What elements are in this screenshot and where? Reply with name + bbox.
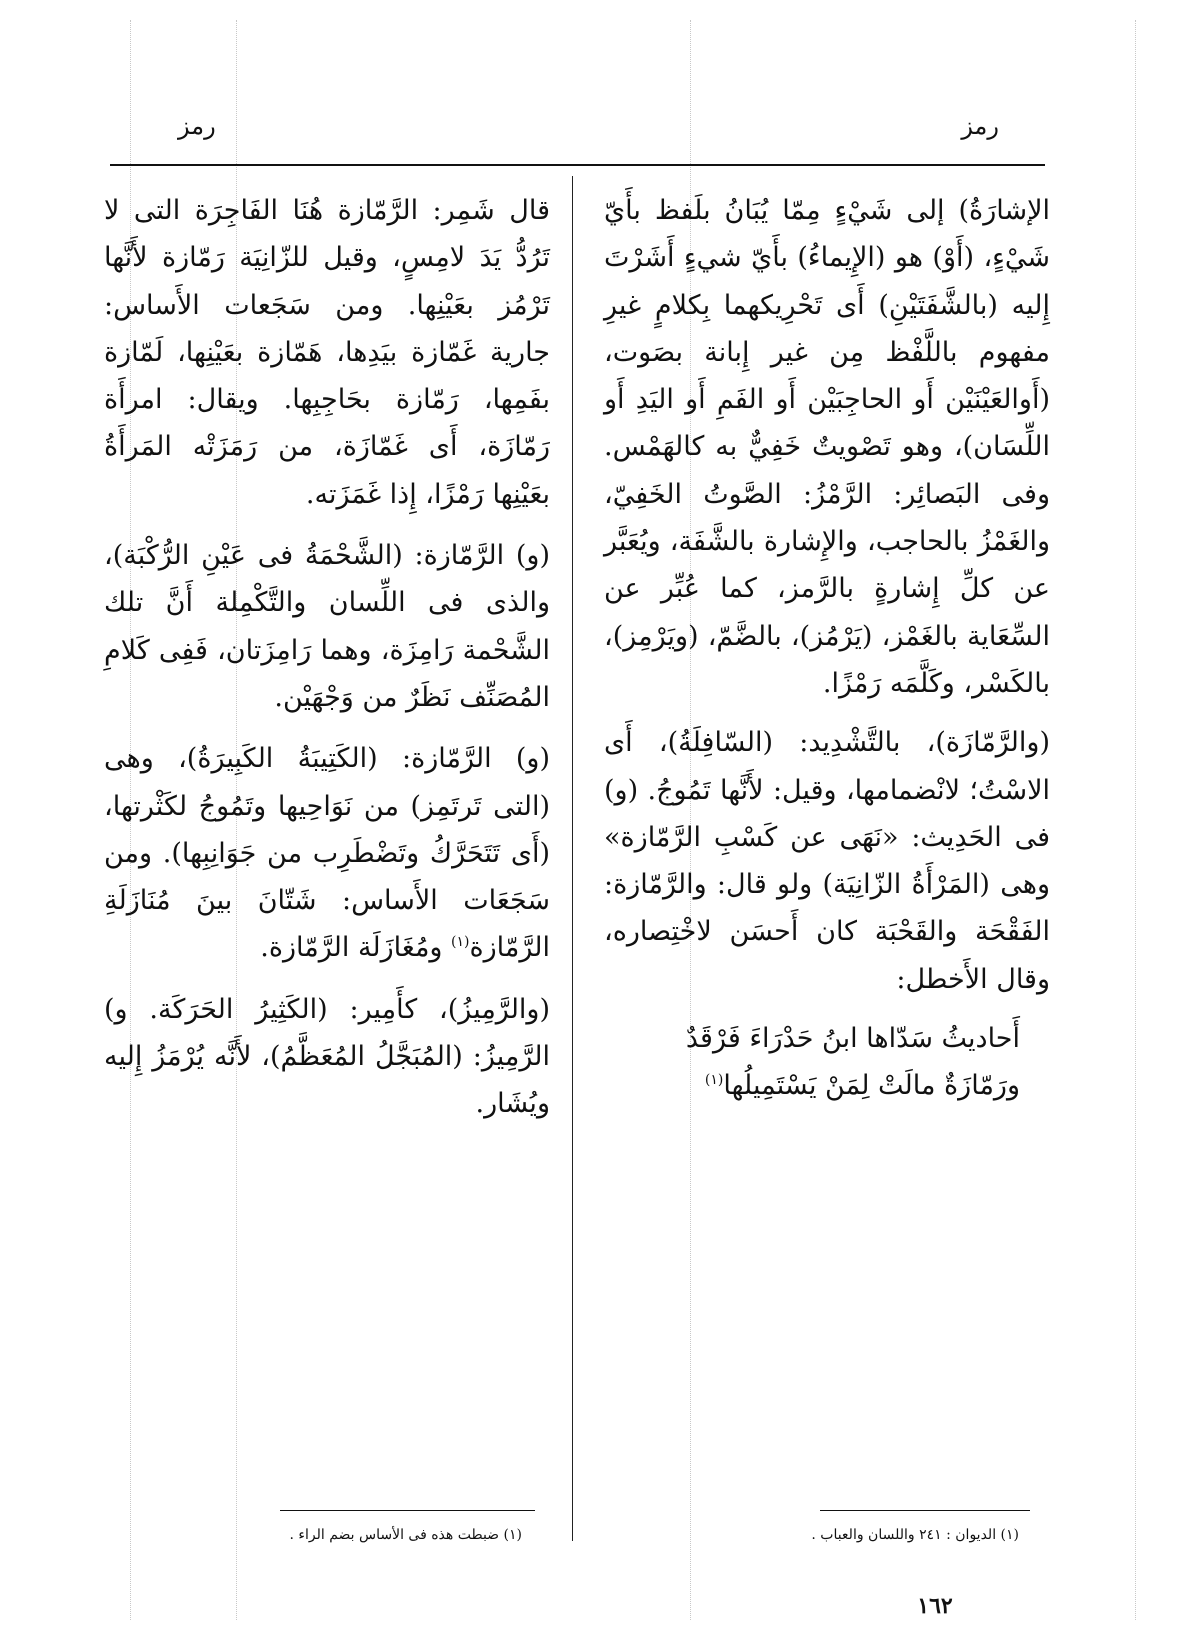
footnote-marker: (١) bbox=[451, 934, 470, 951]
page-number: ١٦٢ bbox=[917, 1593, 953, 1619]
entry-paragraph: الإشارَةُ) إلى شَيْءٍ مِمّا يُبَانُ بلَفظ بأَيّ شَيْءٍ، (أَوْ) هو (الإِيماءُ) بأَيّ شيءٍ أَشَرْتَ إِليه (بالشَّفَتَيْنِ) أَى تَحْرِيكهما بِكلامٍ غيرِ مفهوم باللَّفْظ مِن غير إِبانة بصَوت، (أَوالعَيْنَيْن أَو الحاجِبَيْن أَو الفَمِ أَو اليَدِ أَو اللِّسَان)، وهو تَصْويتٌ خَفِيٌّ به كالهَمْس. وفى البَصائِر: الرَّمْزُ: الصَّوتُ الخَفِيّ، والغَمْزُ بالحاجب، والإِشارة بالشَّفَة، ويُعَبَّر عن كلِّ إِشارةٍ بالرَّمز، كما عُبِّر عن السِّعَاية بالغَمْز، (يَرْمُز)، بالضَّمّ، (ويَرْمِز)، بالكَسْر، وكَلَّمَه رَمْزًا. bbox=[604, 195, 1050, 699]
footnote-rule bbox=[820, 1510, 1030, 1511]
running-header-left: رمز bbox=[178, 112, 216, 140]
entry-paragraph: (والرَّمِيزُ)، كأَمِير: (الكَثِيرُ الحَرَكَة. و) الرَّمِيزُ: (المُبَجَّلُ المُعَظَّمُ)، لأَنَّه يُرْمَزُ إِليه ويُشَار. bbox=[104, 993, 550, 1120]
verse-text: ورَمّازَةٌ مالَتْ لِمَنْ يَسْتَمِيلُها bbox=[723, 1070, 1020, 1102]
footnote-right: (١) الديوان : ٢٤١ واللسان والعباب . bbox=[811, 1527, 1019, 1543]
left-column bbox=[104, 187, 550, 1128]
entry-paragraph bbox=[104, 735, 550, 971]
header-rule bbox=[110, 164, 1045, 166]
running-header-right: رمز bbox=[961, 112, 999, 140]
footnote-rule bbox=[280, 1510, 535, 1511]
footnote-marker: (١) bbox=[704, 1072, 724, 1089]
column-divider bbox=[572, 176, 573, 1541]
footnote-left: (١) ضبطت هذه فى الأساس بضم الراء . bbox=[289, 1527, 522, 1543]
entry-paragraph: (و) الرَّمّازة: (الشَّحْمَةُ فى عَيْنِ الرُّكْبَة)، والذى فى اللِّسان والتَّكْمِلة أَنَّ تلك الشَّحْمة رَامِزَة، وهما رَامِزَتان، فَفِى كَلامِ المُصَنِّف نَظَرٌ من وَجْهَيْن. bbox=[104, 540, 550, 713]
entry-paragraph: قال شَمِر: الرَّمّازة هُنَا الفَاجِرَة التى لا تَرُدُّ يَدَ لامِسٍ، وقيل للزّانِيَة رَمّازة لأَنَّها تَرْمُز بعَيْنِها. ومن سَجَعات الأَساس: جارية غَمّازة بيَدِها، هَمّازة بعَيْنِها، لَمّازة بفَمِها، رَمّازة بحَاجِبِها. ويقال: امرأَة رَمّازَة، أَى غَمّازَة، من رَمَزَتْه المَرأَةُ بعَيْنِها رَمْزًا، إِذا غَمَزَته. bbox=[104, 195, 550, 510]
scan-guide-line bbox=[1135, 20, 1136, 1620]
paragraph-text: ومُغَازَلَة الرَّمّازة. bbox=[260, 932, 452, 964]
right-column bbox=[604, 187, 1050, 1110]
entry-paragraph: (والرَّمّازَة)، بالتَّشْدِيد: (السّافِلَةُ)، أَى الاسْتُ؛ لانْضمامها، وقيل: لأَنَّها تَمُوجُ. (و) فى الحَدِيث: «نَهَى عن كَسْبِ الرَّمّازة» وهى (المَرْأَةُ الزّانِيَة) ولو قال: والرَّمّازة: الفَقْحَة والقَحْبَة كان أَحسَن لاخْتِصاره، وقال الأَخطل: bbox=[604, 727, 1050, 995]
verse-line-with-note bbox=[604, 1062, 1050, 1109]
verse-line: أَحاديثُ سَدّاها ابنُ حَدْرَاءَ فَرْقَدٌ bbox=[685, 1023, 1020, 1055]
paragraph-text: (و) الرَّمّازة: (الكَتِيبَةُ الكَبِيرَةُ)، وهى (التى تَرتَمِز) من نَوَاحِيها وتَمُوجُ لكَثْرتها، (أَى تَتَحَرَّكُ وتَضْطَرِب من جَوَانِبِها). ومن سَجَعَات الأَساس: شَتّانَ بينَ مُنَازَلَةِ الرَّمّازة bbox=[104, 743, 550, 964]
